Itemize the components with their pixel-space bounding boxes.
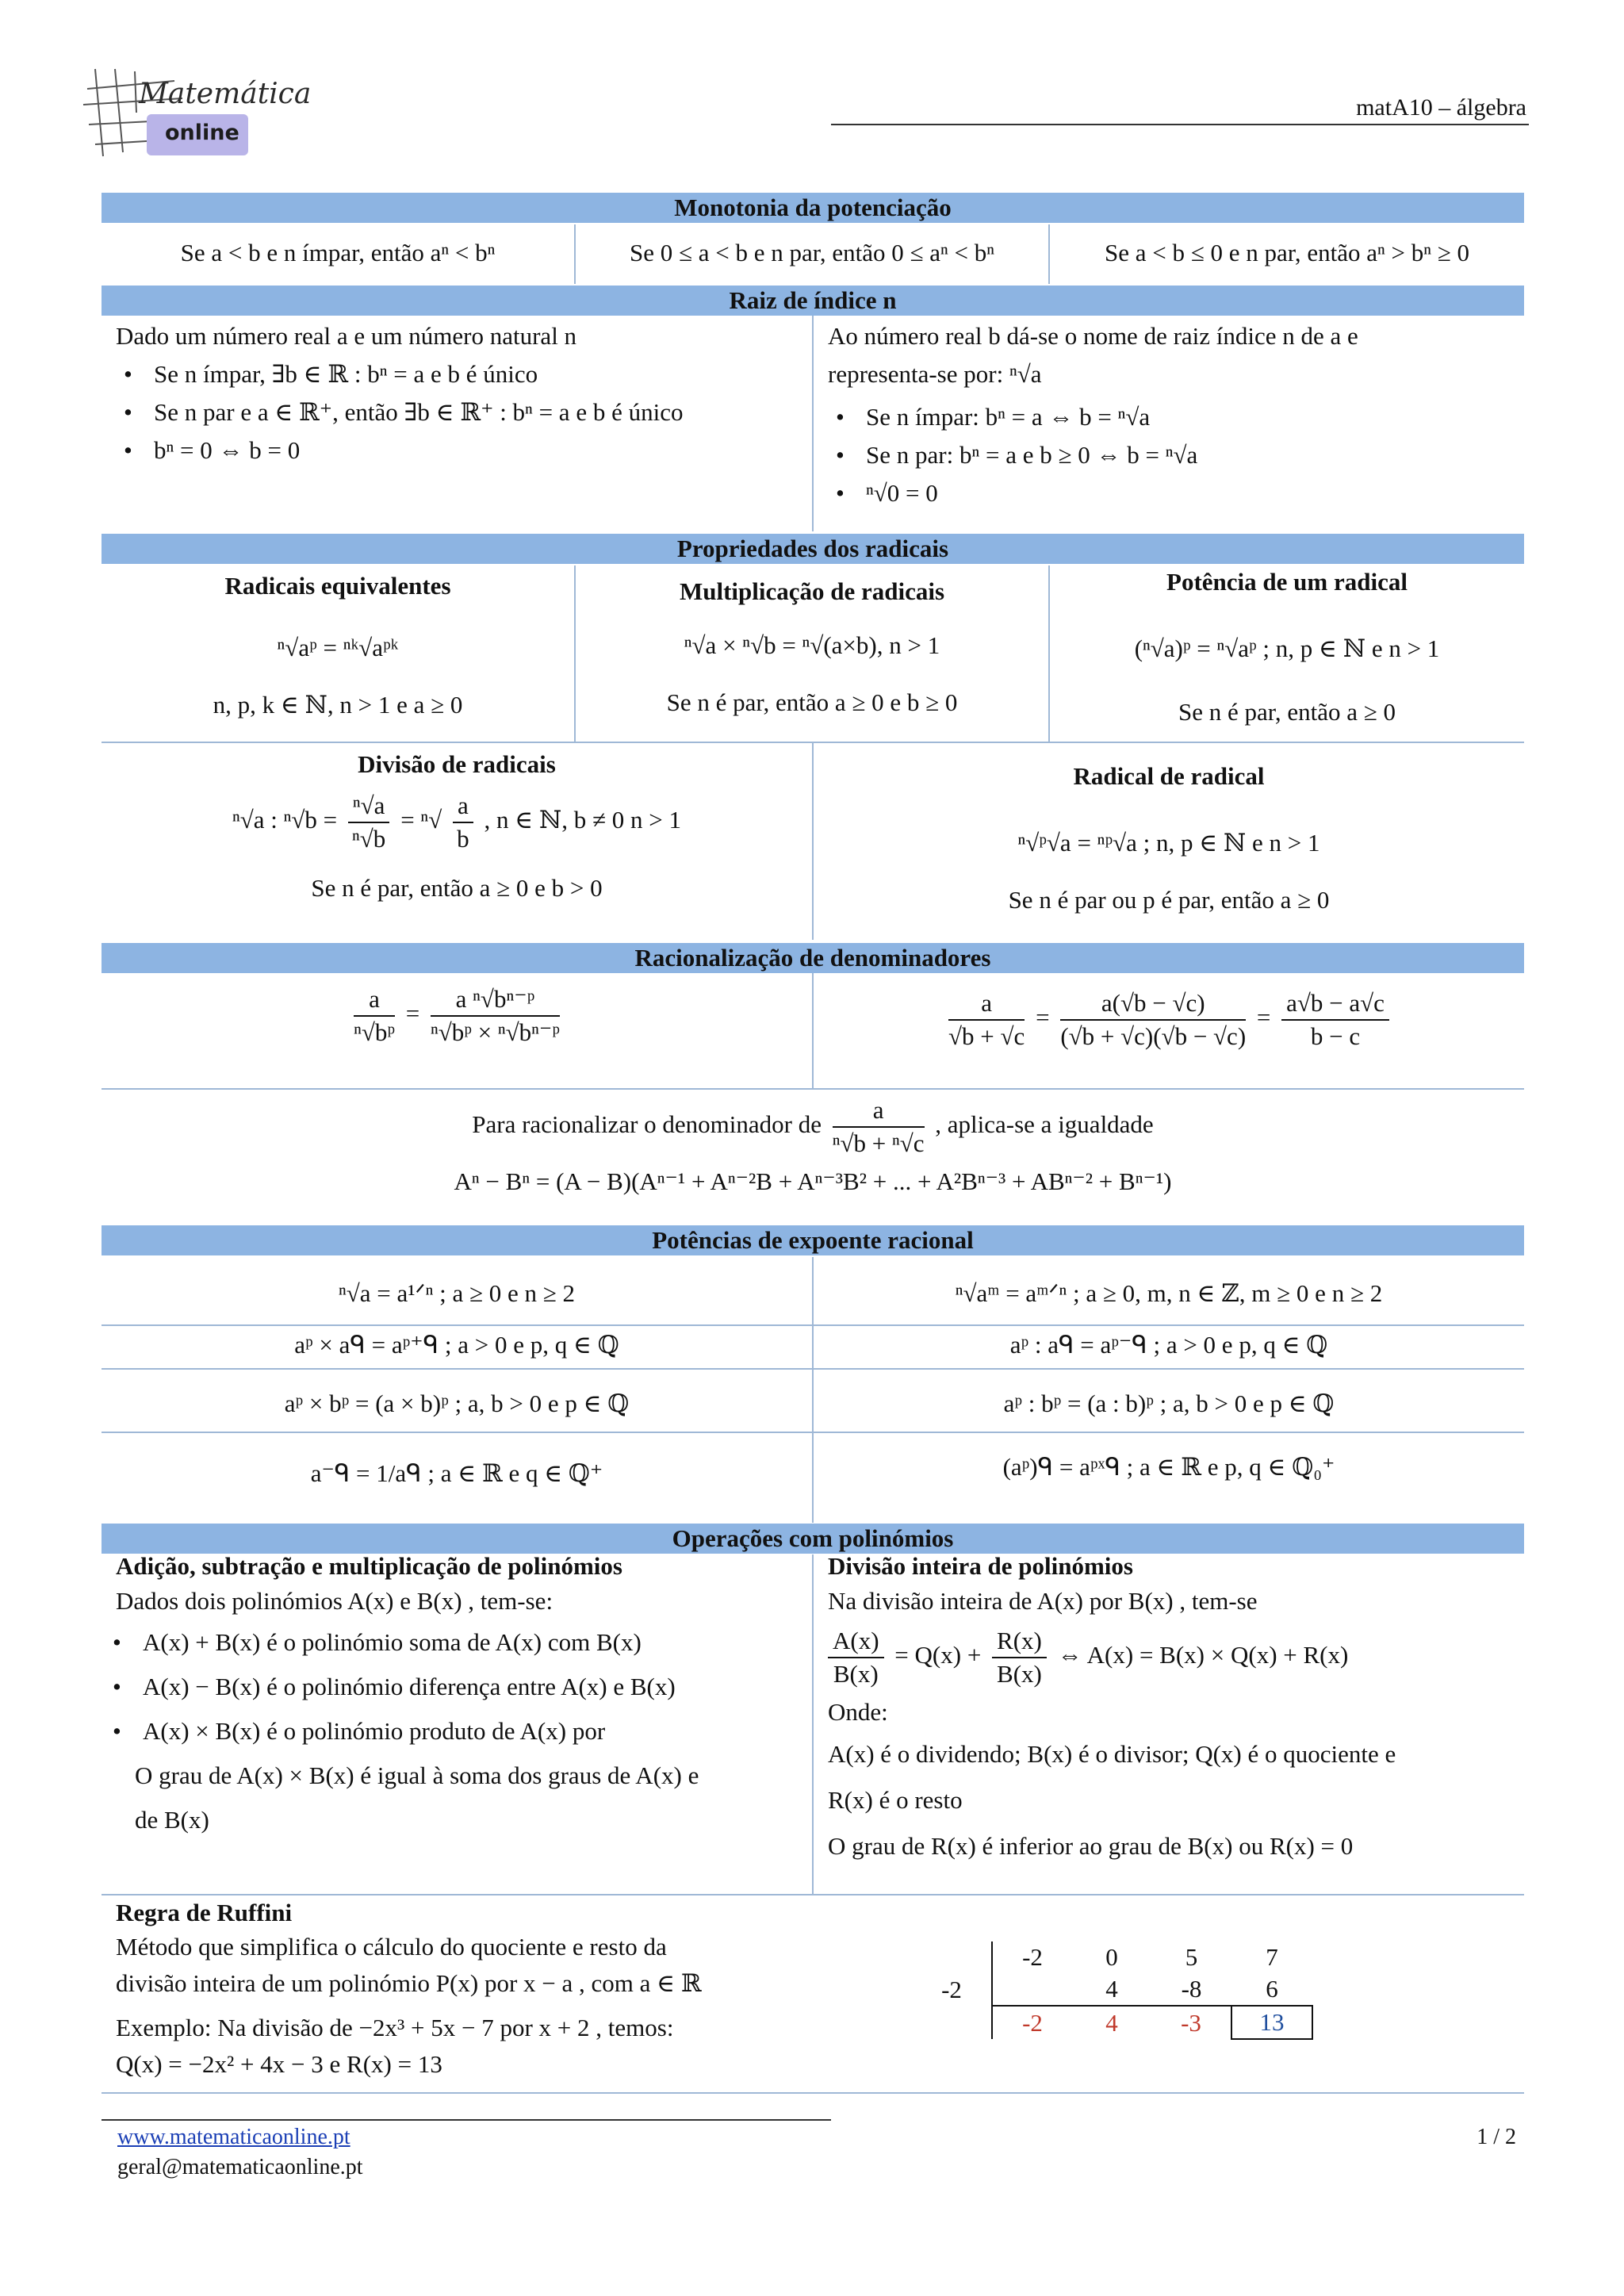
footer-website-link[interactable]: www.matematicaonline.pt [117,2125,350,2149]
divider [102,2092,1524,2094]
list-item: • ⁿ√0 = 0 [866,474,1518,512]
rational-formula-1: $\frac{a}{\text{ⁿ√bᵖ}}$ = $\frac{\text{a ⁿ√bⁿ⁻ᵖ}}{\text{ⁿ√bᵖ × ⁿ√bⁿ⁻ᵖ}}$ [102,983,812,1048]
radrad-formula: ⁿ√ᵖ√a = ⁿᵖ√a ; n, p ∈ ℕ e n > 1 [1017,829,1320,857]
left-title: Adição, subtração e multiplicação de polinómios [116,1552,622,1580]
expoente-row-3-right: aᵖ : bᵖ = (a : b)ᵖ ; a, b > 0 e p ∈ ℚ [1003,1389,1335,1417]
right-grau: O grau de R(x) é inferior ao grau de B(x) ou R(x) = 0 [828,1832,1354,1860]
raiz-left-list [116,355,798,470]
right-intro: Na divisão inteira de A(x) por B(x) , tem-se [828,1587,1258,1615]
expoente-row-3-left: aᵖ × bᵖ = (a × b)ᵖ ; a, b > 0 e p ∈ ℚ [284,1389,630,1417]
radrad-title: Radical de radical [1073,762,1265,790]
fraction: $\frac{R(x)}{B(x)}$ [992,1625,1047,1690]
radical-de-radical [814,757,1524,919]
equiv-formula: ⁿ√aᵖ = ⁿᵏ√aᵖᵏ [277,634,399,661]
list-item: • Se n par e a ∈ ℝ⁺, então ∃b ∈ ℝ⁺ : bⁿ = a e b é único [154,393,798,431]
expoente-row-4-left: a⁻ᑫ = 1/aᑫ ; a ∈ ℝ e q ∈ ℚ⁺ [310,1459,603,1487]
header-divider [831,124,1529,125]
div-condition: Se n é par, então a ≥ 0 e b > 0 [311,874,603,902]
divider [574,224,576,284]
left-list [116,1620,806,1754]
monotonia-even-positive: Se 0 ≤ a < b e n par, então 0 ≤ aⁿ < bⁿ [629,239,995,266]
identity-formula: Aⁿ − Bⁿ = (A − B)(Aⁿ⁻¹ + Aⁿ⁻²B + Aⁿ⁻³B² + ... + A²Bⁿ⁻³ + ABⁿ⁻² + Bⁿ⁻¹) [454,1167,1172,1195]
logo [79,65,312,159]
footer-divider [102,2119,831,2121]
right-desc: A(x) é o dividendo; B(x) é o divisor; Q(x) é o quociente e [828,1740,1396,1768]
pot-formula: (ⁿ√a)ᵖ = ⁿ√aᵖ ; n, p ∈ ℕ e n > 1 [1134,634,1440,662]
raiz-right-list [828,398,1518,512]
mult-title: Multiplicação de radicais [679,577,945,605]
pot-condition: Se n é par, então a ≥ 0 [1178,698,1396,726]
div-fraction: $\frac{\text{ⁿ√a}}{\text{ⁿ√b}}$ [348,790,390,855]
ruffini-grid [912,1941,1313,2040]
left-grau: O grau de A(x) × B(x) é igual à soma dos graus de A(x) e [135,1761,699,1789]
section-raiz-title: Raiz de índice n [102,286,1524,316]
expoente-row-4-right: (aᵖ)ᑫ = aᵖˣᑫ ; a ∈ ℝ e p, q ∈ ℚ₀⁺ [1002,1453,1335,1481]
ruffini-desc-2: divisão inteira de um polinómio P(x) por x − a , com a ∈ ℝ [116,1969,702,1997]
list-item: • Se n par: bⁿ = a e b ≥ 0 ⇔ b = ⁿ√a [866,436,1518,474]
ruffini-desc: Método que simplifica o cálculo do quociente e resto da [116,1933,667,1961]
fraction: $\frac{\text{a ⁿ√bⁿ⁻ᵖ}}{\text{ⁿ√bᵖ × ⁿ√bⁿ⁻ᵖ}}$ [430,985,560,1046]
left-grau-2: de B(x) [135,1806,209,1834]
ruffini-result: Q(x) = −2x² + 4x − 3 e R(x) = 13 [116,2050,442,2078]
raiz-right [828,317,1518,512]
radicais-equivalentes [102,567,574,724]
raiz-right-intro: Ao número real b dá-se o nome de raiz índice n de a e [828,322,1358,350]
rational-general: Para racionalizar o denominador de $\frac{a}{\text{ⁿ√b + ⁿ√c}}$ , aplica-se a igualdade Aⁿ − Bⁿ = (A − B)(Aⁿ⁻¹ + Aⁿ⁻²B + Aⁿ⁻³B² + ... + A²Bⁿ⁻³ + ABⁿ⁻² + Bⁿ⁻¹) [102,1094,1524,1198]
fraction: $\frac{A(x)}{B(x)}$ [828,1625,884,1690]
logo-subtitle: online [165,121,239,145]
subject-label: matA10 – álgebra [1356,94,1526,121]
ruffini-remainder: 13 [1231,2006,1312,2039]
ruffini-example: Exemplo: Na divisão de −2x³ + 5x − 7 por x + 2 , temos: [116,2014,674,2041]
expoente-row-1-left: ⁿ√a = a¹ᐟⁿ ; a ≥ 0 e n ≥ 2 [338,1279,576,1307]
expoente-row-2-left: aᵖ × aᑫ = aᵖ⁺ᑫ ; a > 0 e p, q ∈ ℚ [294,1331,619,1359]
fraction: $\frac{a(√b - √c)}{(√b + √c)(√b - √c)}$ [1060,989,1247,1050]
rational-formula-2: $\frac{a}{√b + √c}$ = $\frac{a(√b - √c)}{(√b + √c)(√b - √c)}$ = $\frac{a√b - a√c}{b - c}$ [814,987,1524,1052]
footer-contacts [117,2122,363,2183]
logo-title: Matemática [139,78,312,110]
list-item: • A(x) + B(x) é o polinómio soma de A(x) com B(x) [143,1620,806,1665]
list-item: • A(x) − B(x) é o polinómio diferença entre A(x) e B(x) [143,1665,806,1709]
footer-email: geral@matematicaonline.pt [117,2155,363,2179]
ruffini [116,1897,829,2083]
divider [574,565,576,742]
right-title: Divisão inteira de polinómios [828,1552,1133,1580]
divider [812,316,814,531]
raiz-left [116,317,798,470]
divider [812,1257,814,1523]
right-onde: Onde: [828,1698,888,1726]
list-item: • Se n ímpar, ∃b ∈ ℝ : bⁿ = a e b é único [154,355,798,393]
monotonia-even-negative: Se a < b ≤ 0 e n par, então aⁿ > bⁿ ≥ 0 [1104,239,1470,266]
divider [812,1554,814,1894]
raiz-right-intro2: representa-se por: ⁿ√a [828,360,1042,388]
div-fraction-2: $\frac{a}{b}$ [453,790,473,855]
radrad-condition: Se n é par ou p é par, então a ≥ 0 [1008,886,1330,914]
equiv-title: Radicais equivalentes [224,572,451,600]
division-formula: $\frac{A(x)}{B(x)}$ = Q(x) + $\frac{R(x)}{B(x)}$ ⇔ A(x) = B(x) × Q(x) + R(x) [828,1625,1524,1690]
page-number: 1 / 2 [1477,2125,1516,2149]
fraction: $\frac{a}{\text{ⁿ√bᵖ}}$ [354,985,395,1046]
fraction: $\frac{a}{√b + √c}$ [948,989,1025,1050]
div-title: Divisão de radicais [358,750,556,778]
divisao-radicais [102,746,812,907]
ruffini-table [912,1941,1313,2040]
polinomios-right [828,1550,1524,1869]
raiz-left-intro: Dado um número real a e um número natural n [116,322,577,350]
divider [102,1894,1524,1895]
right-desc-2: R(x) é o resto [828,1786,963,1814]
divider [1048,565,1050,742]
section-monotonia-title: Monotonia da potenciação [102,193,1524,223]
equiv-condition: n, p, k ∈ ℕ, n > 1 e a ≥ 0 [213,691,463,719]
expoente-row-2-right: aᵖ : aᑫ = aᵖ⁻ᑫ ; a > 0 e p, q ∈ ℚ [1009,1331,1328,1359]
divider [102,1088,1524,1090]
section-expoente-title: Potências de expoente racional [102,1225,1524,1255]
section-racionalizacao-title: Racionalização de denominadores [102,943,1524,973]
div-formula: ⁿ√a : ⁿ√b = $\frac{\text{ⁿ√a}}{\text{ⁿ√b}}$ = ⁿ√ $\frac{a}{b}$ , n ∈ ℕ, b ≠ 0 n > 1 [102,790,812,855]
fraction: $\frac{a√b - a√c}{b - c}$ [1281,987,1389,1052]
expoente-row-1-right: ⁿ√aᵐ = aᵐᐟⁿ ; a ≥ 0, m, n ∈ ℤ, m ≥ 0 e n ≥ 2 [955,1279,1383,1307]
section-polinomios-title: Operações com polinómios [102,1524,1524,1554]
left-intro: Dados dois polinómios A(x) e B(x) , tem-se: [116,1587,553,1615]
list-item: • Se n ímpar: bⁿ = a ⇔ b = ⁿ√a [866,398,1518,436]
table-row: -2 0 5 7 [912,1941,1312,1973]
potencia-radical [1050,563,1524,731]
list-item: • bⁿ = 0 ⇔ b = 0 [154,431,798,470]
divider [1048,224,1050,284]
ruffini-title: Regra de Ruffini [116,1899,293,1926]
section-propriedades-title: Propriedades dos radicais [102,534,1524,564]
table-row: -2 4 -8 6 [912,1973,1312,2006]
pot-title: Potência de um radical [1166,568,1408,596]
multiplicacao-radicais [576,573,1048,722]
polinomios-left [116,1550,806,1842]
table-row: -2 4 -3 13 [912,2006,1312,2039]
fraction: $\frac{a}{\text{ⁿ√b + ⁿ√c}}$ [832,1096,925,1157]
mult-formula: ⁿ√a × ⁿ√b = ⁿ√(a×b), n > 1 [684,631,940,659]
list-item: • A(x) × B(x) é o polinómio produto de A(x) por [143,1709,806,1754]
monotonia-odd: Se a < b e n ímpar, então aⁿ < bⁿ [180,239,496,266]
mult-condition: Se n é par, então a ≥ 0 e b ≥ 0 [666,688,958,716]
